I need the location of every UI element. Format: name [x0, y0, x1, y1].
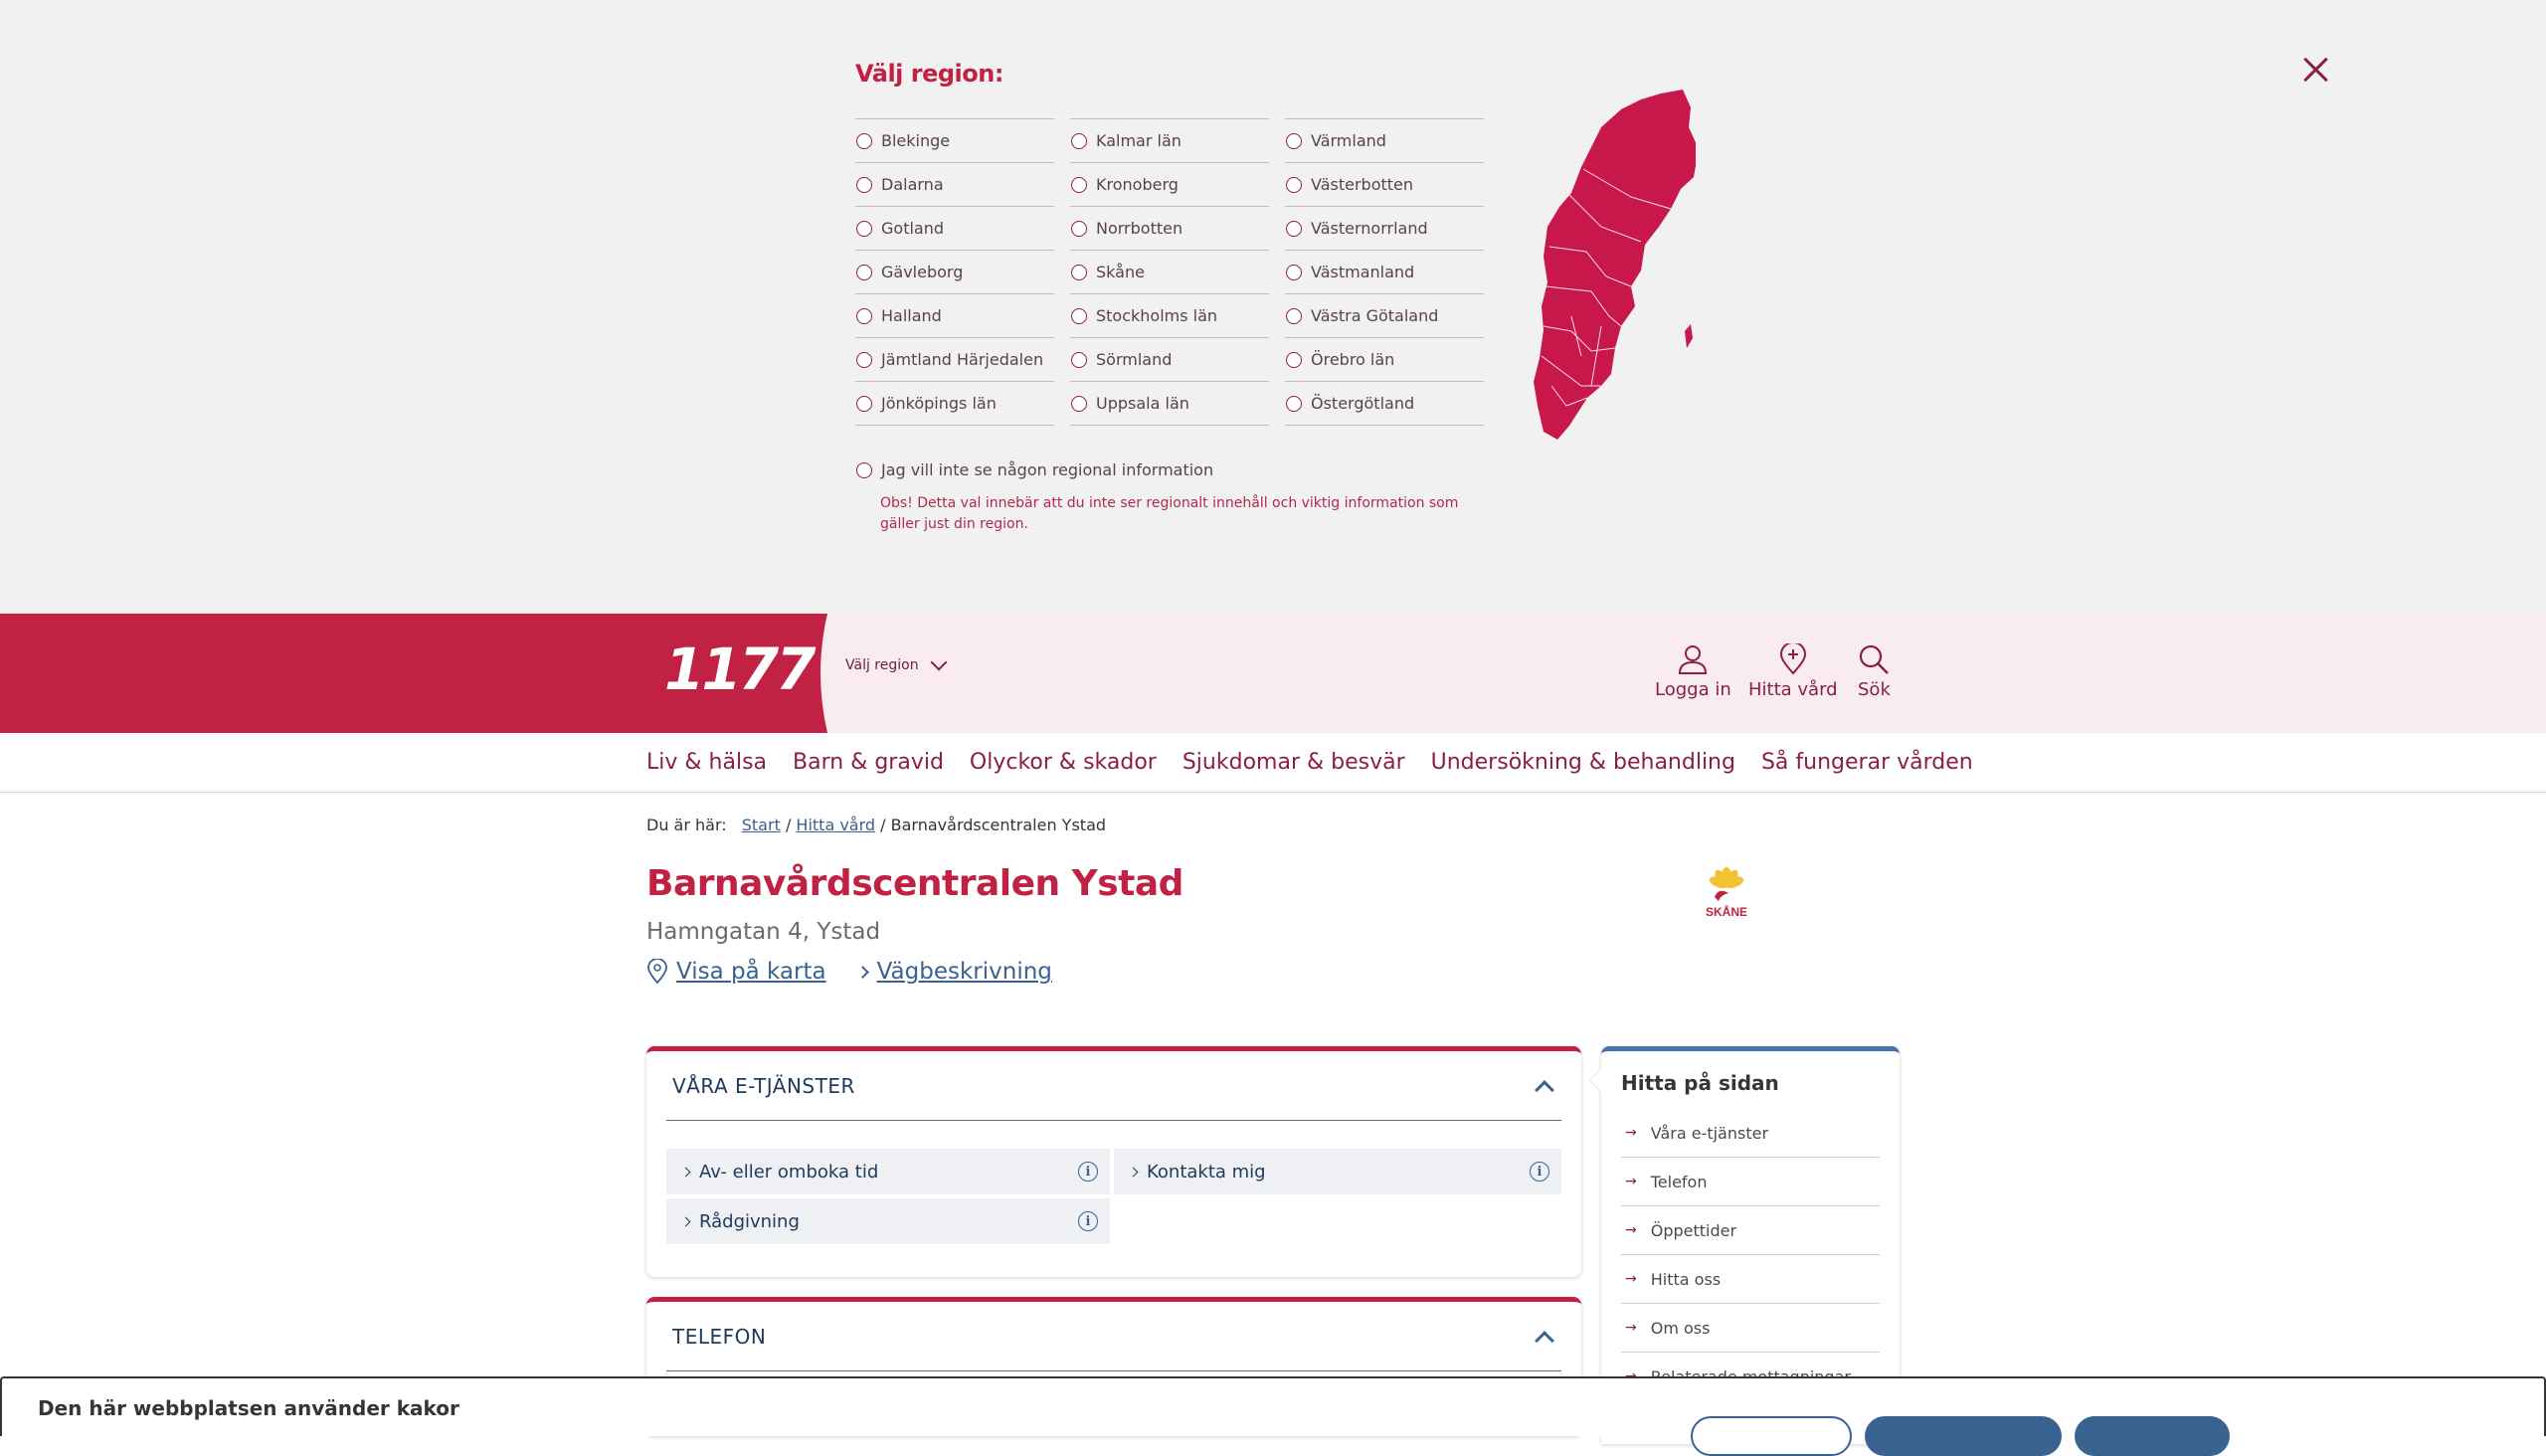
eservices-header[interactable]	[666, 1051, 1561, 1121]
radio-icon[interactable]	[856, 308, 872, 324]
eservices-list	[666, 1149, 1561, 1244]
region-option-label: Örebro län	[1311, 350, 1395, 369]
region-option-label: Östergötland	[1311, 394, 1415, 413]
chevron-right-icon	[681, 1216, 691, 1226]
cookie-accept-all-button[interactable]	[2075, 1416, 2230, 1456]
region-option-label: Uppsala län	[1096, 394, 1189, 413]
region-option-label: Blekinge	[881, 131, 951, 150]
clinic-address: Hamngatan 4, Ystad	[646, 919, 881, 945]
nav-item-liv-halsa[interactable]: Liv & hälsa	[646, 750, 768, 775]
region-option-dalarna[interactable]	[855, 163, 1054, 207]
region-option-sormland[interactable]	[1070, 338, 1269, 382]
phone-header[interactable]	[666, 1302, 1561, 1371]
page-toc-list	[1621, 1109, 1880, 1401]
no-region-note: Obs! Detta val innebär att du inte ser regionalt innehåll och viktig information som gäller just din region.	[880, 495, 1459, 532]
eservice-label: Rådgivning	[699, 1210, 800, 1232]
search-icon	[1858, 643, 1890, 675]
radio-icon[interactable]	[856, 133, 872, 149]
radio-icon[interactable]	[1286, 352, 1302, 368]
region-option-label: Jönköpings län	[881, 394, 997, 413]
radio-icon[interactable]	[856, 352, 872, 368]
region-logo-text: SKÅNE	[1705, 905, 1748, 919]
region-option-vastra-gotaland[interactable]	[1285, 294, 1484, 338]
region-option-label: Dalarna	[881, 175, 944, 194]
login-button[interactable]	[1655, 643, 1731, 700]
user-icon	[1678, 643, 1708, 675]
arrow-right-icon: →	[1625, 1222, 1637, 1238]
region-option-label: Sörmland	[1096, 350, 1173, 369]
no-region-option[interactable]	[855, 460, 1213, 479]
region-option-jonkoping[interactable]	[855, 382, 1054, 426]
chevron-up-icon[interactable]	[1535, 1331, 1554, 1351]
region-option-kalmar[interactable]	[1070, 119, 1269, 163]
radio-icon[interactable]	[1286, 177, 1302, 193]
no-region-label: Jag vill inte se någon regional information	[881, 460, 1214, 479]
region-option-label: Värmland	[1311, 131, 1386, 150]
region-option-label: Stockholms län	[1096, 306, 1218, 325]
region-panel-title: Välj region:	[855, 60, 1003, 88]
radio-icon[interactable]	[1071, 308, 1087, 324]
radio-icon[interactable]	[1071, 133, 1087, 149]
radio-icon[interactable]	[1071, 265, 1087, 280]
toc-item-label: Telefon	[1650, 1172, 1708, 1191]
toc-item-label: Öppettider	[1650, 1220, 1737, 1240]
region-option-vasterbotten[interactable]	[1285, 163, 1484, 207]
breadcrumb-label: Du är här:	[646, 816, 727, 834]
region-select-toggle[interactable]	[845, 657, 945, 673]
region-option-label: Kronoberg	[1096, 175, 1179, 194]
region-option-stockholm[interactable]	[1070, 294, 1269, 338]
region-skane-logo	[1697, 863, 1756, 923]
toc-item-eservices[interactable]	[1621, 1109, 1880, 1158]
nav-item-sjukdomar-besvar[interactable]: Sjukdomar & besvär	[1182, 750, 1405, 775]
toc-item-find-us[interactable]	[1621, 1255, 1880, 1304]
cookie-banner	[0, 1376, 2546, 1436]
show-on-map-link[interactable]	[646, 959, 826, 985]
radio-icon[interactable]	[1286, 265, 1302, 280]
radio-icon[interactable]	[856, 462, 872, 478]
main-nav	[0, 733, 2546, 793]
info-icon[interactable]: i	[1078, 1162, 1098, 1182]
phone-heading: TELEFON	[672, 1324, 767, 1349]
region-option-norrbotten[interactable]	[1070, 207, 1269, 251]
show-on-map-label: Visa på karta	[676, 959, 826, 985]
region-option-label: Skåne	[1096, 263, 1145, 281]
radio-icon[interactable]	[1286, 133, 1302, 149]
region-option-jamtland[interactable]	[855, 338, 1054, 382]
toc-item-opening-hours[interactable]	[1621, 1206, 1880, 1255]
find-care-button[interactable]	[1748, 643, 1838, 700]
region-option-label: Kalmar län	[1096, 131, 1182, 150]
map-pin-icon	[646, 959, 668, 985]
radio-icon[interactable]	[1071, 352, 1087, 368]
region-panel	[0, 0, 2546, 614]
region-option-gotland[interactable]	[855, 207, 1054, 251]
breadcrumb-separator: /	[785, 816, 792, 834]
arrow-right-icon: →	[1625, 1125, 1637, 1141]
radio-icon[interactable]	[856, 396, 872, 412]
sweden-map-icon	[1532, 88, 1696, 441]
cookie-accept-necessary-button[interactable]	[1865, 1416, 2062, 1456]
toc-item-label: Hitta oss	[1650, 1269, 1722, 1289]
login-label: Logga in	[1655, 679, 1731, 700]
region-option-varmland[interactable]	[1285, 119, 1484, 163]
directions-link[interactable]	[858, 959, 1052, 985]
region-option-label: Västmanland	[1311, 263, 1415, 281]
toc-item-about-us[interactable]	[1621, 1304, 1880, 1353]
radio-icon[interactable]	[1071, 221, 1087, 237]
eservice-reschedule[interactable]	[666, 1149, 1110, 1194]
find-care-label: Hitta vård	[1748, 679, 1838, 700]
close-icon[interactable]	[2297, 52, 2333, 88]
region-option-label: Västra Götaland	[1311, 306, 1439, 325]
radio-icon[interactable]	[856, 177, 872, 193]
breadcrumb-find-care-link[interactable]: Hitta vård	[796, 816, 876, 834]
breadcrumb	[646, 816, 1106, 834]
region-list	[855, 118, 1482, 426]
chevron-down-icon	[930, 654, 947, 671]
nav-item-olyckor-skador[interactable]: Olyckor & skador	[969, 750, 1157, 775]
eservices-card	[646, 1046, 1581, 1277]
nav-item-barn-gravid[interactable]: Barn & gravid	[793, 750, 944, 775]
region-option-orebro[interactable]	[1285, 338, 1484, 382]
info-icon[interactable]: i	[1530, 1162, 1549, 1182]
cookie-banner-title: Den här webbplatsen använder kakor	[38, 1396, 459, 1420]
radio-icon[interactable]	[856, 221, 872, 237]
arrow-right-icon: →	[1625, 1320, 1637, 1336]
region-option-vasternorrland[interactable]	[1285, 207, 1484, 251]
breadcrumb-current: Barnavårdscentralen Ystad	[890, 816, 1107, 834]
chevron-right-icon	[681, 1167, 691, 1177]
eservice-label: Av- eller omboka tid	[699, 1161, 879, 1183]
region-column-1	[855, 118, 1054, 426]
radio-icon[interactable]	[1286, 396, 1302, 412]
site-header	[0, 614, 2546, 733]
radio-icon[interactable]	[1071, 396, 1087, 412]
eservices-heading: VÅRA E-TJÄNSTER	[672, 1073, 855, 1098]
logo-block[interactable]	[0, 614, 827, 733]
region-option-label: Gävleborg	[881, 263, 964, 281]
location-pin-icon	[1778, 643, 1808, 675]
region-option-kronoberg[interactable]	[1070, 163, 1269, 207]
radio-icon[interactable]	[856, 265, 872, 280]
toc-item-label: Våra e-tjänster	[1650, 1123, 1769, 1143]
toc-item-label: Om oss	[1650, 1318, 1711, 1338]
region-option-skane[interactable]	[1070, 251, 1269, 294]
eservice-label: Kontakta mig	[1147, 1161, 1266, 1183]
region-option-blekinge[interactable]	[855, 119, 1054, 163]
page-toc-title: Hitta på sidan	[1621, 1071, 1779, 1095]
search-button[interactable]	[1858, 643, 1891, 700]
eservice-advice[interactable]	[666, 1198, 1110, 1244]
region-option-halland[interactable]	[855, 294, 1054, 338]
region-option-label: Västerbotten	[1311, 175, 1414, 194]
chevron-right-icon	[856, 966, 869, 979]
location-links	[646, 959, 1052, 985]
nav-item-sa-fungerar-varden[interactable]: Så fungerar vården	[1760, 750, 1973, 775]
page-title: Barnavårdscentralen Ystad	[646, 863, 1183, 904]
region-option-label: Jämtland Härjedalen	[881, 350, 1044, 369]
arrow-right-icon: →	[1625, 1174, 1637, 1189]
region-option-label: Norrbotten	[1096, 219, 1183, 238]
region-column-2	[1070, 118, 1269, 426]
radio-icon[interactable]	[1286, 308, 1302, 324]
site-logo[interactable]: 1177	[664, 636, 814, 703]
directions-label: Vägbeskrivning	[876, 959, 1052, 985]
region-option-gavleborg[interactable]	[855, 251, 1054, 294]
cookie-settings-button[interactable]	[1691, 1416, 1852, 1456]
eservice-contact-me[interactable]	[1114, 1149, 1561, 1194]
nav-item-undersokning-behandling[interactable]: Undersökning & behandling	[1430, 750, 1735, 775]
radio-icon[interactable]	[1071, 177, 1087, 193]
search-label: Sök	[1858, 679, 1891, 700]
arrow-right-icon: →	[1625, 1271, 1637, 1287]
region-option-vastmanland[interactable]	[1285, 251, 1484, 294]
region-option-ostergotland[interactable]	[1285, 382, 1484, 426]
info-icon[interactable]: i	[1078, 1211, 1098, 1231]
region-select-label: Välj region	[845, 657, 919, 673]
chevron-up-icon[interactable]	[1535, 1080, 1554, 1100]
region-option-label: Halland	[881, 306, 942, 325]
region-option-label: Västernorrland	[1311, 219, 1428, 238]
region-option-uppsala[interactable]	[1070, 382, 1269, 426]
breadcrumb-separator: /	[880, 816, 886, 834]
chevron-right-icon	[1129, 1167, 1139, 1177]
radio-icon[interactable]	[1286, 221, 1302, 237]
breadcrumb-start-link[interactable]: Start	[741, 816, 781, 834]
region-column-3	[1285, 118, 1484, 426]
toc-item-phone[interactable]	[1621, 1158, 1880, 1206]
region-option-label: Gotland	[881, 219, 945, 238]
